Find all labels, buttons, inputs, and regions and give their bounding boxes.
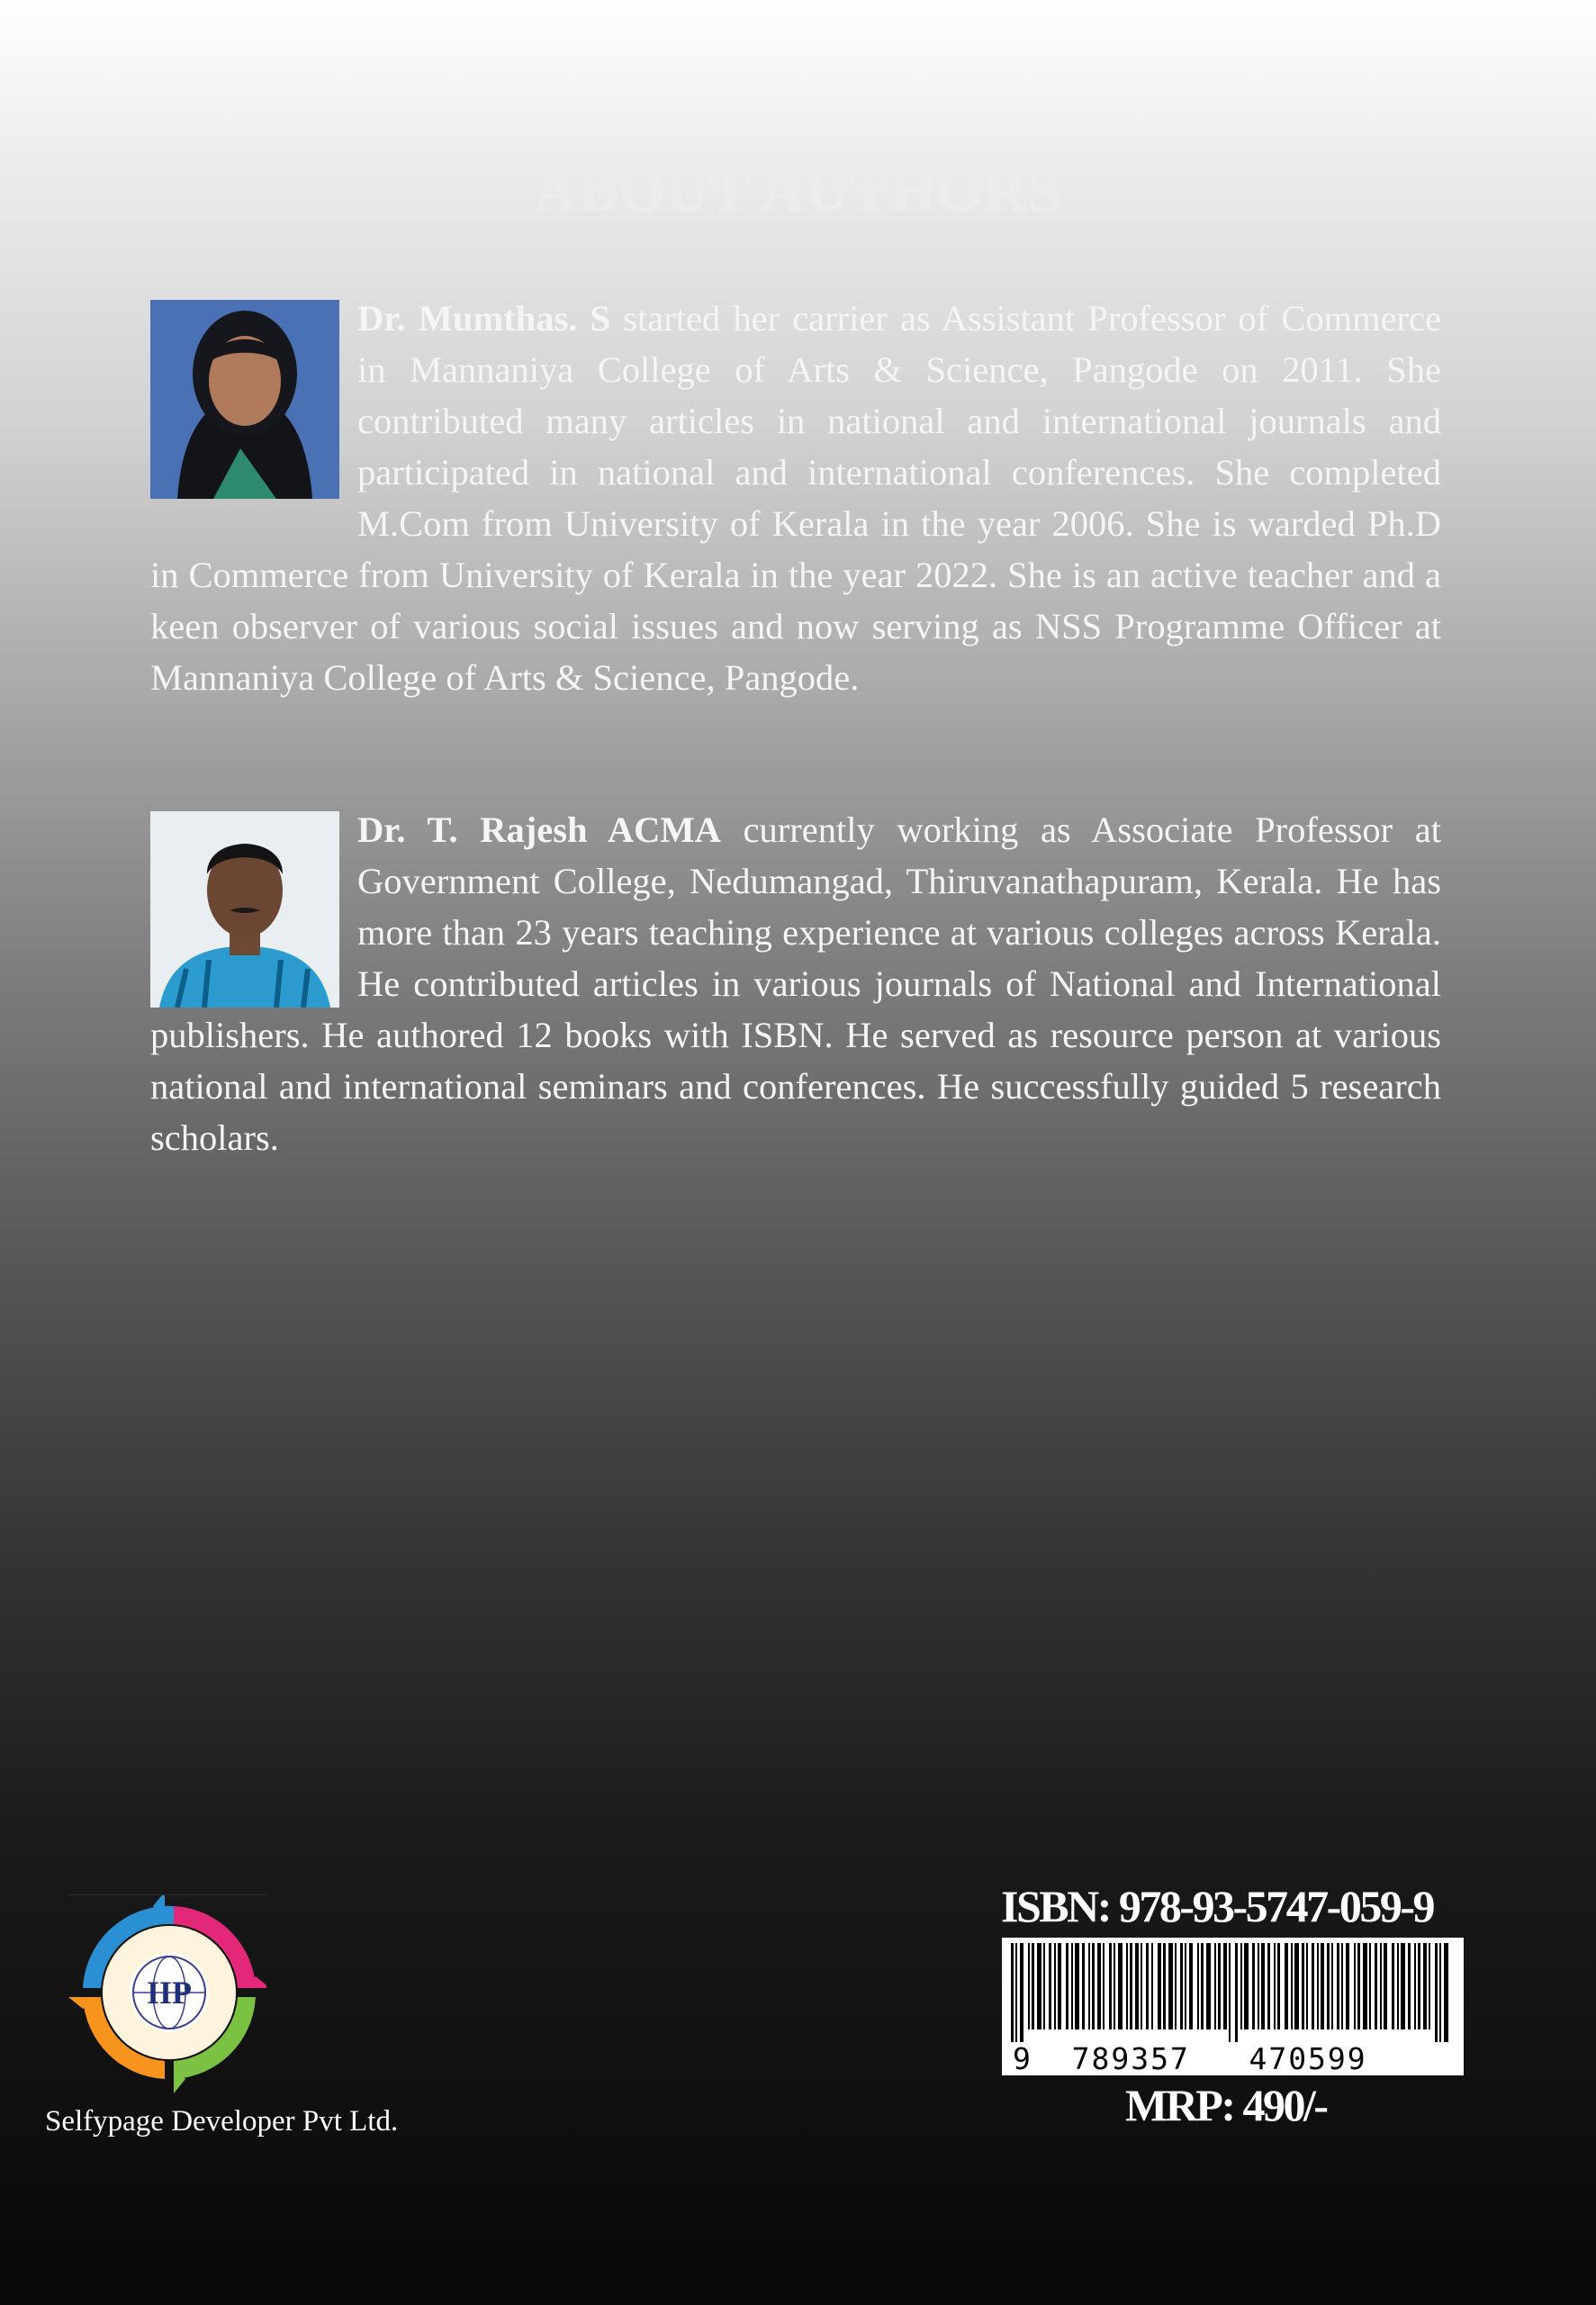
barcode-bar <box>1066 1943 1069 2029</box>
barcode-bar <box>1401 1943 1405 2029</box>
barcode-bar <box>1408 1943 1411 2029</box>
barcode-bar <box>1168 1943 1173 2029</box>
barcode-bar <box>1075 1943 1079 2029</box>
barcode-bar <box>1369 1943 1371 2029</box>
author-name-1: Dr. Mumthas. S <box>357 298 611 339</box>
barcode-bar <box>1380 1943 1382 2029</box>
barcode-bar <box>1049 1943 1051 2029</box>
author-bio-2 <box>150 804 1441 1163</box>
barcode-bar <box>1285 1943 1288 2029</box>
barcode-bar <box>1312 1943 1314 2029</box>
barcode-bar <box>1088 1943 1090 2029</box>
barcode-bar <box>1015 1943 1017 2042</box>
barcode-bar <box>1103 1943 1105 2029</box>
barcode-bar <box>1135 1943 1139 2029</box>
barcode-bar <box>1418 1943 1420 2029</box>
barcode-bar <box>1197 1943 1199 2029</box>
barcode-bar <box>1206 1943 1211 2029</box>
barcode-bar <box>1375 1943 1377 2029</box>
barcode-bar <box>1092 1943 1095 2029</box>
barcode-bar <box>1317 1943 1319 2029</box>
barcode-bar <box>1294 1943 1299 2029</box>
barcode-bar <box>1331 1943 1333 2029</box>
barcode-bar <box>1151 1943 1153 2029</box>
barcode-bar <box>1223 1943 1227 2029</box>
barcode-bar <box>1258 1943 1259 2029</box>
barcode-bar <box>1141 1943 1142 2029</box>
barcode-bar <box>1126 1943 1128 2029</box>
barcode-bar <box>1118 1943 1123 2029</box>
barcode-bars <box>1011 1943 1456 2042</box>
author-bio-text-2: currently working as Associate Professor at Government College, Nedumangad, Thiruvanathapuram, Kerala. He has more than 23 years teaching experience at various colleges across Kerala. He contributed articles in various journals of National and International publishers. He authored 12 books with ISBN. He served as resource person at various national and international seminars and conferences. He successfully guided 5 research scholars. <box>150 809 1441 1158</box>
barcode-bar <box>1158 1943 1161 2029</box>
barcode-bar <box>1423 1943 1427 2029</box>
barcode-bar <box>1146 1943 1149 2029</box>
barcode-bar <box>1252 1943 1255 2029</box>
barcode-bar <box>1321 1943 1324 2029</box>
barcode-bar <box>1229 1943 1231 2042</box>
mrp-price: MRP: 490/- <box>1125 2080 1327 2130</box>
barcode-bar <box>1363 1943 1367 2029</box>
barcode <box>1002 1938 1464 2075</box>
barcode-bar <box>1327 1943 1330 2029</box>
author-bio-1 <box>150 293 1441 703</box>
author-bio-text-1: started her carrier as Assistant Professor of Commerce in Mannaniya College of Arts & Science, Pangode on 2011. She contributed many articles in national and international journals and participated in national and international conferences. She completed M.Com from University of Kerala in the year 2006. She is warded Ph.D in Commerce from University of Kerala in the year 2022. She is an active teacher and a keen observer of various social issues and now serving as NSS Programme Officer at Mannaniya College of Arts & Science, Pangode. <box>150 298 1441 698</box>
barcode-bar <box>1429 1943 1430 2029</box>
barcode-bar <box>1011 1943 1014 2042</box>
isbn-label: ISBN: 978-93-5747-059-9 <box>1001 1881 1433 1931</box>
barcode-bar <box>1130 1943 1132 2029</box>
barcode-bar <box>1020 1943 1023 2042</box>
author-name-2: Dr. T. Rajesh ACMA <box>357 809 721 850</box>
publisher-name: Selfypage Developer Pvt Ltd. <box>45 2105 399 2138</box>
barcode-bar <box>1444 1943 1448 2042</box>
barcode-digits: 9 789357 470599 <box>1013 2041 1367 2076</box>
barcode-bar <box>1341 1943 1343 2029</box>
publisher-logo <box>68 1894 266 2093</box>
barcode-bar <box>1189 1943 1193 2029</box>
barcode-bar <box>1244 1943 1249 2029</box>
barcode-bar <box>1267 1943 1270 2029</box>
barcode-bar <box>1435 1943 1438 2042</box>
publisher-logo-text: IIP <box>146 1975 193 2011</box>
barcode-bar <box>1218 1943 1221 2029</box>
author-photo-2 <box>150 811 339 1008</box>
barcode-bar <box>1037 1943 1041 2029</box>
barcode-bar <box>1214 1943 1216 2029</box>
barcode-bar <box>1235 1943 1238 2042</box>
barcode-bar <box>1028 1943 1030 2029</box>
barcode-bar <box>1439 1943 1441 2042</box>
barcode-bar <box>1261 1943 1265 2029</box>
barcode-bar <box>1384 1943 1387 2029</box>
barcode-bar <box>1163 1943 1166 2029</box>
barcode-bar <box>1277 1943 1280 2029</box>
barcode-bar <box>1180 1943 1183 2029</box>
barcode-bar <box>1114 1943 1115 2029</box>
barcode-bar <box>1291 1943 1293 2029</box>
barcode-bar <box>1058 1943 1061 2029</box>
barcode-bar <box>1414 1943 1416 2029</box>
author-photo-1 <box>150 300 339 499</box>
page-title: ABOUT AUTHORS <box>534 158 1062 224</box>
barcode-bar <box>1175 1943 1177 2029</box>
barcode-bar <box>1392 1943 1394 2029</box>
barcode-bar <box>1043 1943 1045 2029</box>
barcode-bar <box>1274 1943 1276 2029</box>
barcode-bar <box>1109 1943 1112 2029</box>
barcode-bar <box>1185 1943 1186 2029</box>
barcode-bar <box>1302 1943 1304 2029</box>
barcode-bar <box>1397 1943 1399 2029</box>
barcode-bar <box>1357 1943 1360 2029</box>
barcode-bar <box>1201 1943 1204 2029</box>
barcode-bar <box>1071 1943 1073 2029</box>
barcode-bar <box>1354 1943 1356 2029</box>
barcode-bar <box>1337 1943 1339 2029</box>
barcode-bar <box>1054 1943 1056 2029</box>
barcode-bar <box>1306 1943 1308 2029</box>
barcode-bar <box>1240 1943 1242 2029</box>
barcode-bar <box>1097 1943 1101 2029</box>
barcode-bar <box>1032 1943 1034 2029</box>
barcode-bar <box>1082 1943 1085 2029</box>
barcode-bar <box>1346 1943 1349 2029</box>
